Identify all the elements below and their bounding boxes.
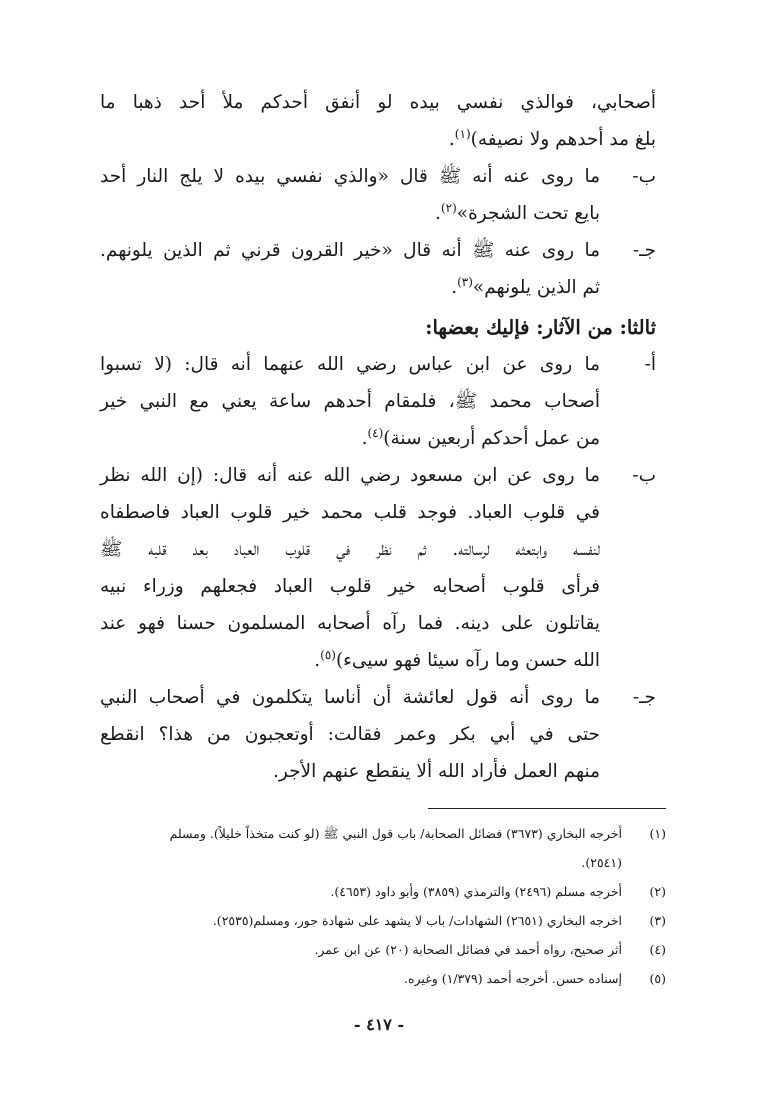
text-line-end: . bbox=[314, 650, 321, 671]
footnote bbox=[100, 877, 666, 906]
footnote-ref: (٢) bbox=[440, 200, 457, 215]
section-heading: ثالثا: من الآثار: فإليك بعضها: bbox=[425, 316, 656, 339]
text-line-end: . bbox=[451, 277, 458, 298]
text-line-content: بلغ مد أحدهم ولا نصيفه) bbox=[470, 129, 656, 150]
text-line: لنفسه وابتعثه لرسالته. ثم نظر في قلوب العباد بعد قلبه ﷺ bbox=[100, 539, 600, 560]
footnote-text: أثر صحيح، رواه أحمد في فضائل الصحابة (٢٠) عن ابن عمر. bbox=[314, 942, 622, 957]
text-line bbox=[100, 420, 656, 457]
text-line: ما روى عن ابن عباس رضي الله عنهما أنه قال: (لا تسبوا bbox=[100, 354, 600, 375]
text-line: يقاتلون على دينه. فما رآه أصحابه المسلمون حسنا فهو عند bbox=[100, 613, 600, 634]
list-item-j bbox=[100, 232, 656, 269]
footnote bbox=[100, 935, 666, 964]
page-number: - ٤١٧ - bbox=[353, 1015, 405, 1034]
footnote bbox=[100, 964, 666, 993]
footnote-ref: (٤) bbox=[367, 425, 384, 440]
footnote-number: (٢) bbox=[649, 884, 666, 899]
athar-item-j bbox=[100, 679, 656, 716]
text-line bbox=[100, 195, 656, 232]
athar-item-b bbox=[100, 457, 656, 494]
text-line: ما روى عنه أنه ﷺ قال «والذي نفسي بيده لا يلج النار أحد bbox=[100, 166, 600, 187]
footnote-continuation bbox=[100, 848, 666, 877]
footnote bbox=[100, 819, 666, 848]
text-line-end: . bbox=[435, 203, 441, 224]
footnote-number: (٣) bbox=[649, 913, 666, 928]
list-item-b bbox=[100, 158, 656, 195]
footnote-ref: (١) bbox=[454, 126, 471, 141]
text-line-content: الله حسن وما رآه سيئا فهو سيىء) bbox=[335, 650, 600, 671]
text-line-content: بايع تحت الشجرة» bbox=[456, 203, 600, 224]
text-line bbox=[100, 269, 656, 306]
footnote-text: أخرجه البخاري (٣٦٧٣) فضائل الصحابة/ باب قول النبي ﷺ (لو كنت متخذاً خليلاً). ومسلم bbox=[169, 826, 622, 841]
footnote bbox=[100, 906, 666, 935]
text-line: أصحابي، فوالذي نفسي بيده لو أنفق أحدكم ملأ أحد ذهبا ما bbox=[100, 92, 656, 113]
athar-item-a bbox=[100, 346, 656, 383]
item-marker: ب- bbox=[632, 465, 656, 486]
text-line: ما روى أنه قول لعائشة أن أناسا يتكلمون في أصحاب النبي bbox=[100, 687, 600, 708]
item-marker: جـ- bbox=[632, 240, 656, 261]
footnote-number: (٤) bbox=[649, 942, 666, 957]
item-marker: جـ- bbox=[632, 687, 656, 708]
footnote-text: أخرجه مسلم (٢٤٩٦) والترمذي (٣٨٥٩) وأبو داود (٤٦٥٣). bbox=[330, 884, 622, 899]
footnote-number: (١) bbox=[649, 826, 666, 841]
text-line: حتى في أبي بكر وعمر فقالت: أوتعجبون من هذا؟ انقطع bbox=[100, 724, 600, 745]
item-marker: ب- bbox=[632, 166, 656, 187]
footnote-text: (٢٥٤١). bbox=[581, 855, 622, 870]
footnote-divider bbox=[428, 808, 666, 809]
text-line: أصحاب محمد ﷺ، فلمقام أحدهم ساعة يعني مع النبي خير bbox=[100, 391, 600, 412]
text-line: في قلوب العباد. فوجد قلب محمد خير قلوب العباد فاصطفاه bbox=[100, 502, 600, 523]
footnote-text: اخرجه البخاري (٢٦٥١) الشهادات/ باب لا يشهد على شهادة جور، ومسلم(٢٥٣٥). bbox=[212, 913, 622, 928]
text-line: منهم العمل فأراد الله ألا ينقطع عنهم الأجر. bbox=[273, 761, 600, 782]
text-line: فرأى قلوب أصحابه خير قلوب العباد فجعلهم وزراء نبيه bbox=[100, 576, 600, 597]
main-text bbox=[100, 84, 656, 790]
text-line: ما روى عنه ﷺ أنه قال «خير القرون قرني ثم الذين يلونهم. bbox=[100, 240, 600, 261]
text-line bbox=[100, 121, 656, 158]
footnote-text: إسناده حسن. أخرجه أحمد (١/٣٧٩) وغيره. bbox=[404, 971, 622, 986]
text-line: ما روى عن ابن مسعود رضي الله عنه أنه قال: (إن الله نظر bbox=[100, 465, 600, 486]
text-line bbox=[100, 642, 656, 679]
footnotes bbox=[100, 819, 666, 993]
footnote-ref: (٥) bbox=[320, 647, 336, 662]
footnote-number: (٥) bbox=[649, 971, 666, 986]
text-line-content: ثم الذين يلونهم» bbox=[472, 277, 600, 298]
text-line-end: . bbox=[361, 428, 368, 449]
text-line-end: . bbox=[448, 129, 455, 150]
footnote-ref: (٣) bbox=[457, 274, 473, 289]
item-marker: أ- bbox=[644, 354, 656, 375]
text-line-content: من عمل أحدكم أربعين سنة) bbox=[383, 428, 600, 449]
